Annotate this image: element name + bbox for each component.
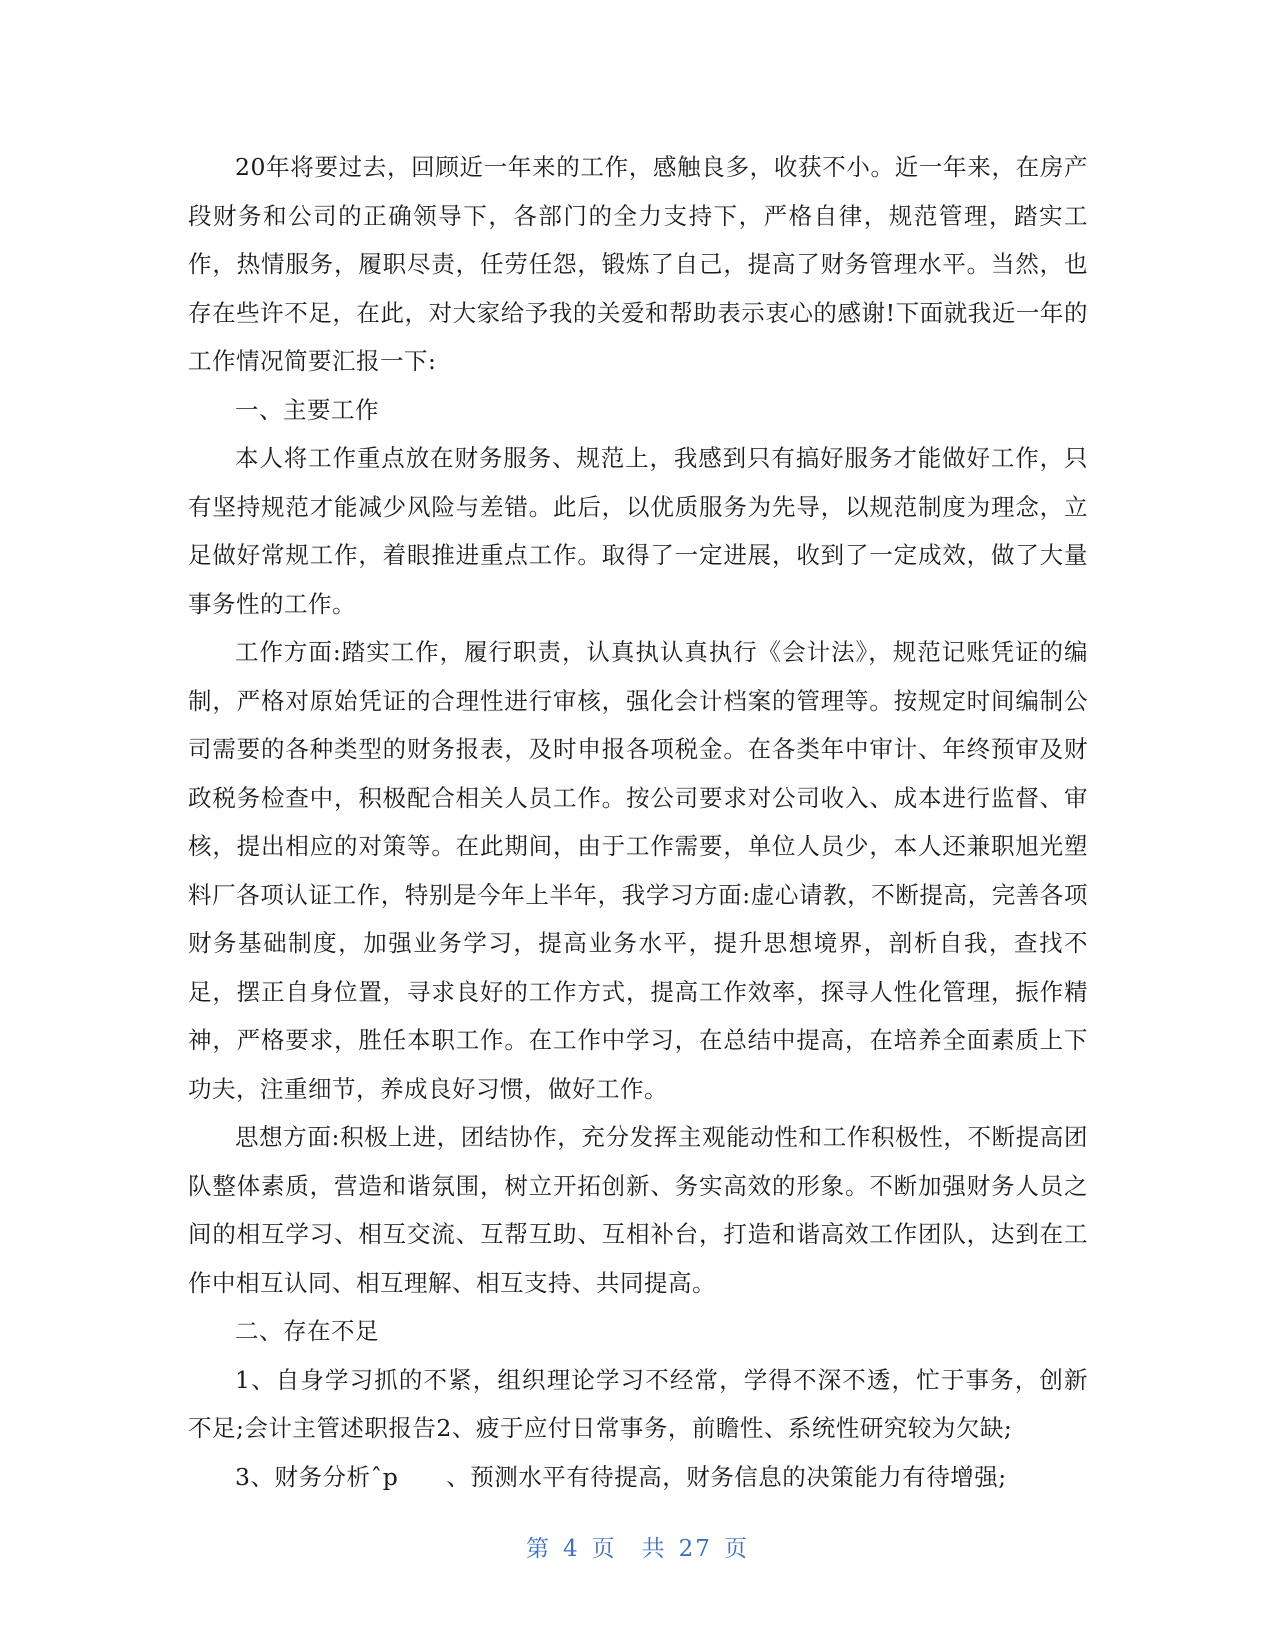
footer-total-pages: 27 [678,1536,712,1562]
shortcoming-item-3: 3、财务分析ˆp 、预测水平有待提高，财务信息的决策能力有待增强; [235,1462,1007,1491]
page-footer [0,1530,1275,1563]
footer-page-number: 4 [563,1536,580,1562]
footer-prefix: 第 [526,1536,552,1562]
thought-aspect-paragraph: 思想方面:积极上进，团结协作，充分发挥主观能动性和工作积极性，不断提高团队整体素质，营造和谐氛围，树立开拓创新、务实高效的形象。不断加强财务人员之间的相互学习、相互交流、互帮互助、互相补台，打造和谐高效工作团队，达到在工作中相互认同、相互理解、相互支持、共同提高。 [188,1123,1088,1297]
intro-paragraph: 20年将要过去，回顾近一年来的工作，感触良多，收获不小。近一年来，在房产段财务和公司的正确领导下，各部门的全力支持下，严格自律，规范管理，踏实工作，热情服务，履职尽责，任劳任怨，锻炼了自己，提高了财务管理水平。当然，也存在些许不足，在此，对大家给予我的关爱和帮助表示衷心的感谢!下面就我近一年的工作情况简要汇报一下: [188,153,1088,375]
document-body [188,143,1088,1501]
section-heading-main-work: 一、主要工作 [235,395,379,424]
main-work-paragraph: 本人将工作重点放在财务服务、规范上，我感到只有搞好服务才能做好工作，只有坚持规范才能减少风险与差错。此后，以优质服务为先导，以规范制度为理念，立足做好常规工作，着眼推进重点工作。取得了一定进展，收到了一定成效，做了大量事务性的工作。 [188,444,1088,618]
section-heading-shortcomings: 二、存在不足 [235,1317,379,1345]
footer-suffix: 页 [723,1536,749,1562]
footer-mid: 页 共 [591,1536,667,1562]
work-aspect-paragraph: 工作方面:踏实工作，履行职责，认真执认真执行《会计法》，规范记账凭证的编制，严格对原始凭证的合理性进行审核，强化会计档案的管理等。按规定时间编制公司需要的各种类型的财务报表，及时申报各项税金。在各类年中审计、年终预审及财政税务检查中，积极配合相关人员工作。按公司要求对公司收入、成本进行监督、审核，提出相应的对策等。在此期间，由于工作需要，单位人员少，本人还兼职旭光塑料厂各项认证工作，特别是今年上半年，我学习方面:虚心请教，不断提高，完善各项财务基础制度，加强业务学习，提高业务水平，提升思想境界，剖析自我，查找不足，摆正自身位置，寻求良好的工作方式，提高工作效率，探寻人性化管理，振作精神，严格要求，胜任本职工作。在工作中学习，在总结中提高，在培养全面素质上下功夫，注重细节，养成良好习惯，做好工作。 [188,638,1088,1103]
shortcoming-item-1-2: 1、自身学习抓的不紧，组织理论学习不经常，学得不深不透，忙于事务，创新不足;会计主管述职报告2、疲于应付日常事务，前瞻性、系统性研究较为欠缺; [188,1365,1088,1442]
